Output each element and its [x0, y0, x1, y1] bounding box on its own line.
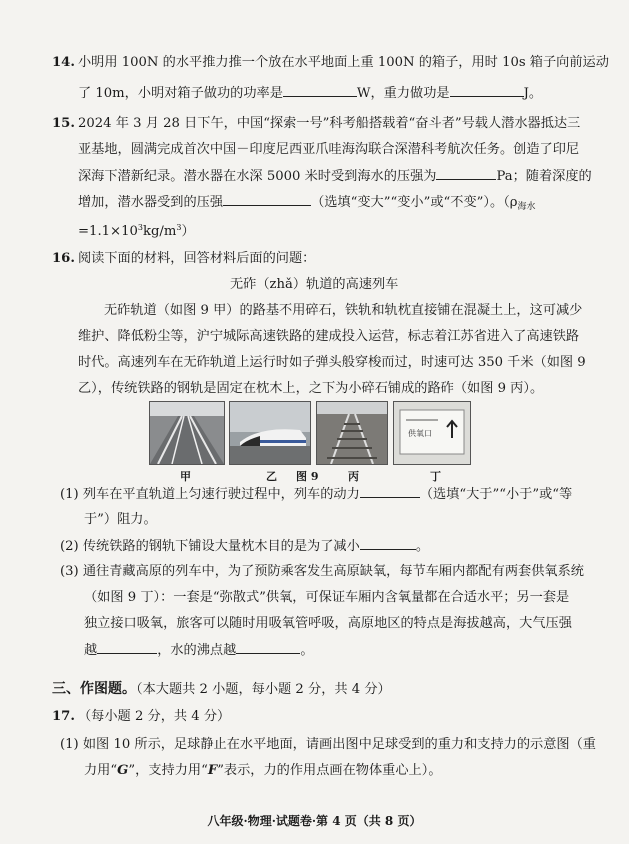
q14-number: 14.	[52, 55, 75, 70]
q15-line3b: Pa；随着深度的	[496, 169, 592, 184]
q16-sub2b: 。	[415, 539, 429, 554]
figure9-label-bing: 丙	[348, 470, 359, 483]
figure9-caption: 图 9	[296, 470, 319, 483]
q14-line2a: 了 10m，小明对箱子做功的功率是	[78, 86, 283, 101]
q16-article-title: 无砟（zhǎ）轨道的高速列车	[230, 277, 399, 292]
q16-sub1a: (1) 列车在平直轨道上匀速行驶过程中，列车的动力	[60, 487, 360, 502]
q16-number: 16.	[52, 251, 75, 266]
figure9-label-ding: 丁	[430, 470, 441, 483]
q16-sleeper-blank[interactable]	[360, 537, 416, 550]
figure9-photo-bullet-train	[229, 401, 311, 465]
q14-line2c: J。	[523, 86, 543, 101]
q14-line1: 小明用 100N 的水平推力推一个放在水平地面上重 100N 的箱子，用时 10s 箱子向前运动	[78, 55, 609, 70]
q15-number: 15.	[52, 116, 75, 131]
q16-sub3e: ，水的沸点越	[157, 643, 237, 658]
q16-sub1b: （选填“大于”“小于”或“等	[419, 487, 573, 502]
q17-sub1-line1: (1) 如图 10 所示，足球静止在水平地面，请画出图中足球受到的重力和支持力的示意图（重	[60, 737, 596, 752]
oxygen-sign-text: 供氧口	[408, 429, 432, 438]
q15-line4b: （选填“变大”“变小”或“不变”）。（ρ	[311, 195, 518, 210]
section3-note: （本大题共 2 小题，每小题 2 分，共 4 分）	[136, 682, 391, 697]
q16-sub3d: 越	[84, 643, 98, 658]
q17-symbol-f: F	[207, 763, 218, 778]
q16-para-line2: 维护、降低粉尘等，沪宁城际高速铁路的建成投入运营，标志着江苏省进入了高速铁路	[78, 329, 580, 344]
figure9-photo-ballastless-track	[149, 401, 225, 465]
q16-para-line1: 无砟轨道（如图 9 甲）的路基不用碎石，铁轨和轨枕直接铺在混凝土上，这可减少	[104, 303, 583, 318]
q17-sub1d: ”表示，力的作用点画在物体重心上）。	[217, 763, 442, 778]
q15-density-unit: kg/m	[142, 224, 177, 239]
q16-sub3-line4	[84, 641, 314, 660]
q16-para-line4: 乙），传统铁路的钢轨是固定在枕木上，之下为小碎石铺成的路砟（如图 9 丙）。	[78, 381, 544, 396]
section3-heading-line	[52, 680, 391, 699]
q15-density-exp: 3	[137, 223, 143, 232]
q16-force-blank[interactable]	[360, 485, 420, 498]
figure9-photo-ballasted-track	[316, 401, 388, 465]
figure9-label-yi: 乙	[266, 470, 277, 483]
q15-line1: 2024 年 3 月 28 日下午，中国“探索一号”科考船搭载着“奋斗者”号载人潜水器抵达三	[78, 116, 581, 131]
q14-line2b: W，重力做功是	[356, 86, 450, 101]
figure9-photo-oxygen-port	[393, 401, 471, 465]
figure9-label-jia: 甲	[180, 470, 191, 483]
q16-sub2a: (2) 传统铁路的钢轨下铺设大量枕木目的是为了减小	[60, 539, 360, 554]
q16-sub3f: 。	[300, 643, 314, 658]
q17-number: 17.	[52, 709, 75, 724]
q16-intro: 阅读下面的材料，回答材料后面的问题：	[78, 251, 316, 266]
q15-line4	[78, 193, 536, 216]
q16-para-line3: 时代。高速列车在无砟轨道上运行时如子弹头般穿梭而过，时速可达 350 千米（如图 9	[78, 355, 586, 370]
q17-symbol-g: G	[117, 763, 129, 778]
q15-rho-subscript: 海水	[517, 202, 536, 212]
q17-sub1b: 力用“	[84, 763, 118, 778]
q15-density-value: =1.1×10	[78, 224, 138, 239]
q16-sub1-line2: 于”）阻力。	[84, 512, 157, 527]
q14-line2	[78, 84, 542, 103]
q14-work-blank[interactable]	[450, 84, 524, 97]
q16-sub3-line3: 独立接口吸氧，旅客可以随时用吸氧管呼吸，高原地区的特点是海拔越高，大气压强	[84, 616, 572, 631]
q15-pressure-blank[interactable]	[436, 167, 496, 180]
q15-density-close: ）	[181, 224, 195, 239]
q17-sub1-line2	[84, 762, 442, 780]
q16-pressure-trend-blank[interactable]	[97, 641, 157, 654]
q16-sub3-line1: (3) 通往青藏高原的列车中，为了预防乘客发生高原缺氧，每节车厢内都配有两套供氧系统	[60, 564, 584, 579]
q17-note: （每小题 2 分，共 4 分）	[78, 709, 231, 724]
q15-change-blank[interactable]	[223, 193, 311, 206]
q14-power-blank[interactable]	[283, 84, 357, 97]
q16-boiling-point-blank[interactable]	[236, 641, 300, 654]
page-footer: 八年级·物理·试题卷·第 4 页（共 8 页）	[207, 814, 422, 828]
q15-line4a: 增加，潜水器受到的压强	[78, 195, 224, 210]
q15-line2: 亚基地，圆满完成首次中国－印度尼西亚爪哇海沟联合深潜科考航次任务。创造了印尼	[78, 142, 580, 157]
q16-sub3-line2: （如图 9 丁）：一套是“弥散式”供氧，可保证车厢内含氧量都在合适水平；另一套是	[84, 590, 570, 605]
section3-heading: 三、作图题。	[52, 681, 136, 697]
q15-line5	[78, 219, 195, 241]
q17-sub1c: ”，支持力用“	[128, 763, 208, 778]
q15-density-unit-exp: 3	[176, 223, 182, 232]
q15-line3	[78, 167, 592, 186]
q16-sub1-line1	[60, 485, 572, 504]
q16-sub2	[60, 537, 429, 556]
q15-line3a: 深海下潜新纪录。潜水器在水深 5000 米时受到海水的压强为	[78, 169, 437, 184]
